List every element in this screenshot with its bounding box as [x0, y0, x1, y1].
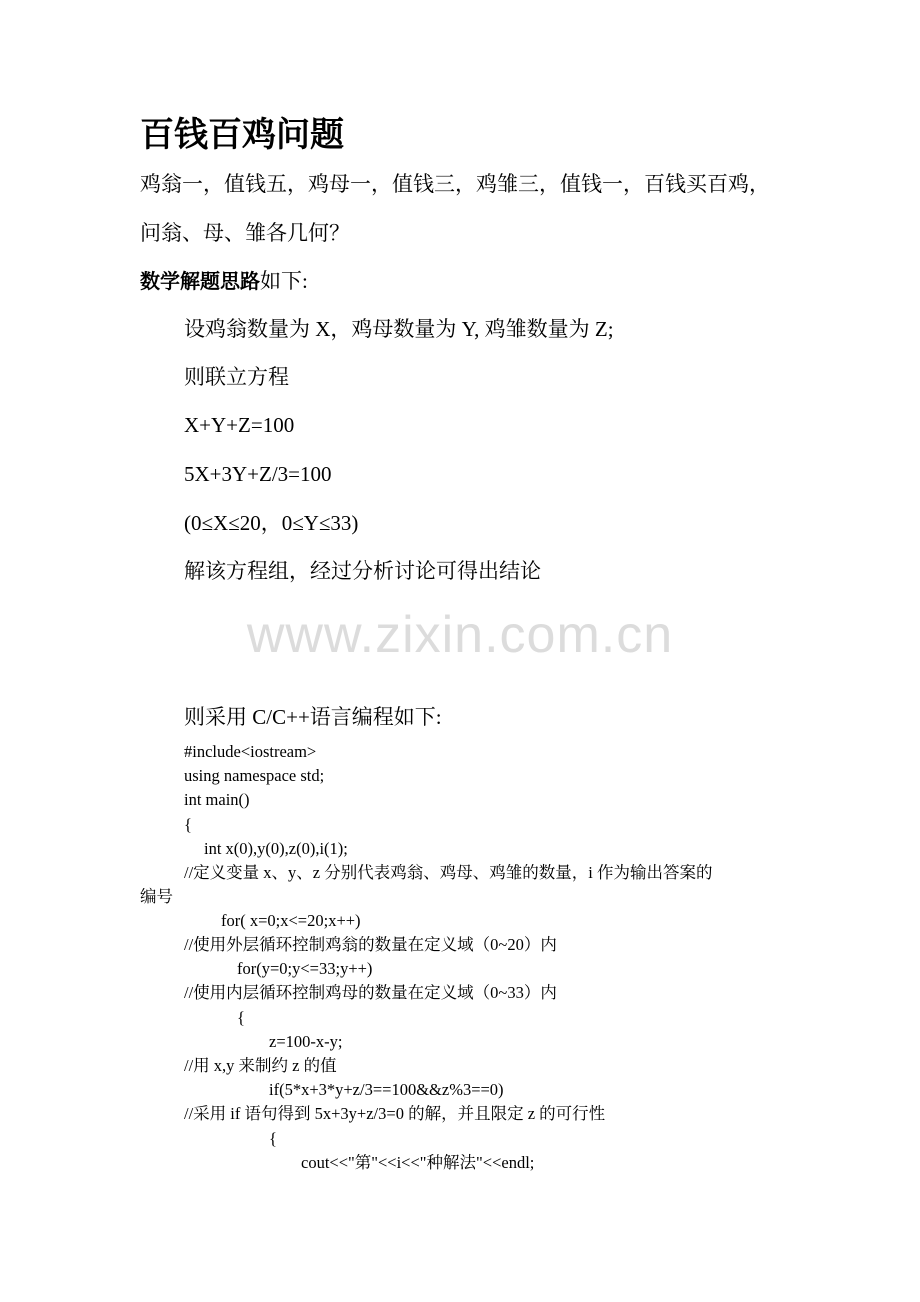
code-line: for( x=0;x<=20;x++)	[221, 911, 361, 930]
step-variables: 设鸡翁数量为 X，鸡母数量为 Y, 鸡雏数量为 Z;	[184, 317, 614, 341]
problem-statement-line-2: 问翁、母、雏各几何？	[140, 221, 350, 245]
page-title: 百钱百鸡问题	[140, 117, 344, 154]
step-equation-1: X+Y+Z=100	[184, 413, 295, 437]
code-line: using namespace std;	[184, 766, 325, 785]
code-line: int x(0),y(0),z(0),i(1);	[204, 839, 348, 858]
code-line: for(y=0;y<=33;y++)	[237, 959, 373, 978]
code-line: int main()	[184, 790, 250, 809]
method-heading-bold: 数学解题思路	[140, 269, 260, 293]
method-heading-rest: 如下:	[260, 269, 308, 293]
code-comment: //使用外层循环控制鸡翁的数量在定义域（0~20）内	[184, 935, 557, 954]
watermark: www.zixin.com.cn	[246, 606, 674, 664]
code-line: if(5*x+3*y+z/3==100&&z%3==0)	[269, 1080, 504, 1099]
problem-statement-line-1: 鸡翁一，值钱五，鸡母一，值钱三，鸡雏三，值钱一，百钱买百鸡，	[140, 172, 770, 196]
step-conclusion: 解该方程组，经过分析讨论可得出结论	[184, 559, 541, 583]
code-comment: //使用内层循环控制鸡母的数量在定义域（0~33）内	[184, 983, 557, 1002]
step-domain: (0≤X≤20，0≤Y≤33)	[184, 511, 359, 535]
code-line: cout<<"第"<<i<<"种解法"<<endl;	[301, 1153, 535, 1172]
step-system-label: 则联立方程	[184, 365, 289, 389]
code-line: {	[237, 1008, 245, 1027]
code-line: {	[269, 1129, 277, 1148]
code-line: z=100-x-y;	[269, 1032, 343, 1051]
programming-intro: 则采用 C/C++语言编程如下:	[184, 705, 442, 729]
code-comment: //用 x,y 来制约 z 的值	[184, 1056, 337, 1075]
code-comment: 编号	[140, 887, 173, 906]
step-equation-2: 5X+3Y+Z/3=100	[184, 462, 332, 486]
code-comment: //采用 if 语句得到 5x+3y+z/3=0 的解，并且限定 z 的可行性	[184, 1104, 606, 1123]
code-comment: //定义变量 x、y、z 分别代表鸡翁、鸡母、鸡雏的数量，i 作为输出答案的	[184, 863, 713, 882]
code-line: #include<iostream>	[184, 742, 317, 761]
method-heading	[140, 266, 308, 296]
code-line: {	[184, 815, 192, 834]
